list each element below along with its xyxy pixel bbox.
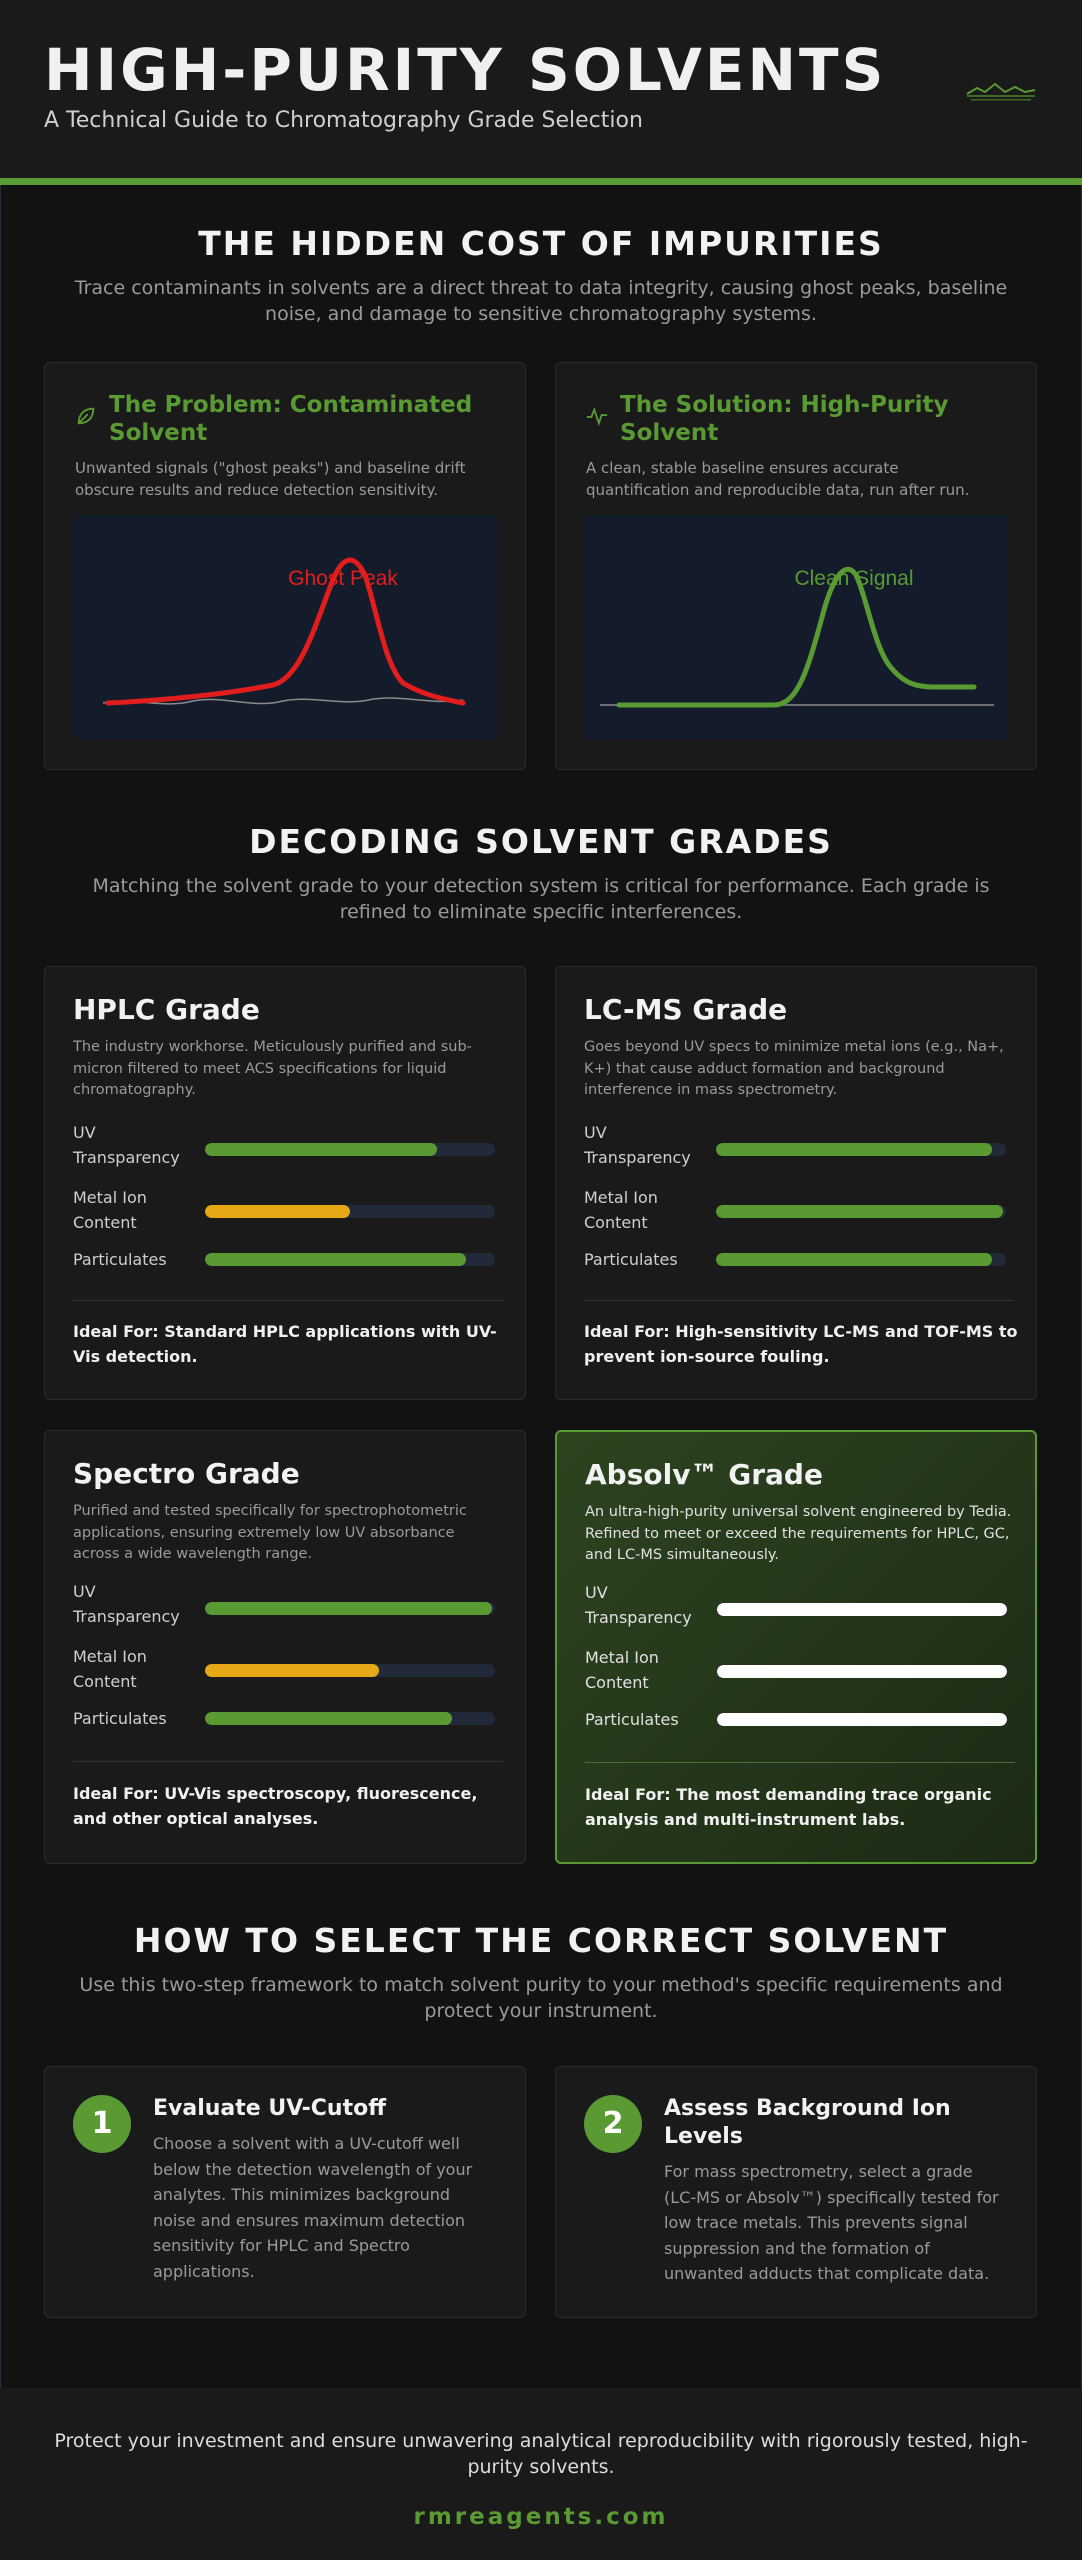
grade-title: Spectro Grade xyxy=(73,1457,300,1490)
header xyxy=(0,0,1082,178)
grade-ideal-for: Ideal For: UV-Vis spectroscopy, fluorescence, and other optical analyses. xyxy=(73,1784,478,1828)
footer xyxy=(0,2388,1082,2560)
metric-bar-uv-transparency xyxy=(205,1143,495,1156)
metric-bar-particulates xyxy=(716,1253,1006,1266)
grade-title: LC-MS Grade xyxy=(584,993,788,1026)
step-title: Evaluate UV-Cutoff xyxy=(153,2096,387,2121)
problem-title: The Problem: Contaminated Solvent xyxy=(109,392,473,446)
ghost-peak-curve xyxy=(108,560,463,703)
solution-card xyxy=(555,362,1037,770)
metric-bar-particulates xyxy=(717,1713,1007,1726)
page-title: HIGH-PURITY SOLVENTS xyxy=(44,36,887,104)
grade-card-hplc xyxy=(44,966,526,1400)
metric-bar-metal-ion-content xyxy=(205,1664,495,1677)
impurities-description: Trace contaminants in solvents are a direct threat to data integrity, causing ghost peaks, baseline noise, and damage to sensitive chromatography systems. xyxy=(74,277,1008,325)
grade-card-spectro xyxy=(44,1430,526,1864)
metric-bar-fill xyxy=(205,1143,437,1156)
grade-title: HPLC Grade xyxy=(73,993,260,1026)
header-divider xyxy=(0,178,1082,185)
footer-message: Protect your investment and ensure unwavering analytical reproducibility with rigorously tested, high-purity solvents. xyxy=(54,2430,1028,2478)
grade-ideal-for: Ideal For: High-sensitivity LC-MS and TOF-MS to prevent ion-source fouling. xyxy=(584,1322,1018,1366)
leaf-icon xyxy=(75,405,97,427)
problem-card xyxy=(44,362,526,770)
metric-bar-fill xyxy=(205,1253,466,1266)
metric-bar-fill xyxy=(205,1602,492,1615)
metric-bar-fill xyxy=(717,1713,1007,1726)
step-card-2 xyxy=(555,2066,1037,2318)
solution-chromatogram xyxy=(584,515,1008,739)
metric-bar-fill xyxy=(717,1665,1007,1678)
step-number-badge: 1 xyxy=(73,2095,131,2153)
metric-bar-particulates xyxy=(205,1253,495,1266)
metric-bar-fill xyxy=(716,1253,992,1266)
metric-bar-metal-ion-content xyxy=(717,1665,1007,1678)
grade-ideal-for: Ideal For: The most demanding trace organic analysis and multi-instrument labs. xyxy=(585,1785,992,1829)
page-subtitle: A Technical Guide to Chromatography Grade Selection xyxy=(44,108,643,133)
grade-divider xyxy=(73,1300,503,1301)
metric-bar-fill xyxy=(717,1603,1007,1616)
metric-label-metal-ion-content: Metal Ion Content xyxy=(73,1188,147,1232)
ghost-peak-label: Ghost Peak xyxy=(288,567,398,590)
grade-divider xyxy=(73,1761,503,1762)
grade-description: An ultra-high-purity universal solvent engineered by Tedia. Refined to meet or exceed the requirements for HPLC, GC, and LC-MS simultaneously. xyxy=(585,1504,1012,1563)
solution-title: The Solution: High-Purity Solvent xyxy=(620,392,949,446)
metric-bar-metal-ion-content xyxy=(205,1205,495,1218)
grade-description: Purified and tested specifically for spectrophotometric applications, ensuring extremely low UV absorbance across a wide wavelength range. xyxy=(73,1503,467,1562)
metric-label-metal-ion-content: Metal Ion Content xyxy=(73,1647,147,1691)
metric-bar-metal-ion-content xyxy=(716,1205,1006,1218)
problem-chromatogram xyxy=(73,515,497,739)
metric-bar-uv-transparency xyxy=(205,1602,495,1615)
step-description: For mass spectrometry, select a grade (LC-MS or Absolv™) specifically tested for low trace metals. This prevents signal suppression and the formation of unwanted adducts that complicate data. xyxy=(664,2162,999,2283)
grades-description: Matching the solvent grade to your detection system is critical for performance. Each grade is refined to eliminate specific interferences. xyxy=(92,875,990,923)
step-number-badge: 2 xyxy=(584,2095,642,2153)
metric-bar-fill xyxy=(716,1205,1003,1218)
problem-description: Unwanted signals ("ghost peaks") and baseline drift obscure results and reduce detection sensitivity. xyxy=(75,459,466,499)
grade-description: The industry workhorse. Meticulously purified and sub-micron filtered to meet ACS specifications for liquid chromatography. xyxy=(73,1039,472,1098)
metric-bar-fill xyxy=(716,1143,992,1156)
metric-label-metal-ion-content: Metal Ion Content xyxy=(585,1648,659,1692)
metric-bar-uv-transparency xyxy=(716,1143,1006,1156)
grades-title: DECODING SOLVENT GRADES xyxy=(249,822,833,861)
grade-ideal-for: Ideal For: Standard HPLC applications with UV-Vis detection. xyxy=(73,1322,497,1366)
step-title: Assess Background Ion Levels xyxy=(664,2096,951,2149)
clean-signal-label: Clean Signal xyxy=(794,567,914,590)
step-description: Choose a solvent with a UV-cutoff well below the detection wavelength of your analytes. This minimizes background noise and ensures maximum detection sensitivity for HPLC and Spectro applications. xyxy=(153,2134,473,2281)
metric-bar-uv-transparency xyxy=(717,1603,1007,1616)
step-card-1 xyxy=(44,2066,526,2318)
metric-label-particulates: Particulates xyxy=(73,1250,167,1269)
metric-label-particulates: Particulates xyxy=(585,1710,679,1729)
grade-card-lcms xyxy=(555,966,1037,1400)
grade-divider xyxy=(584,1300,1014,1301)
metric-label-uv-transparency: UV Transparency xyxy=(73,1123,180,1167)
impurities-title: THE HIDDEN COST OF IMPURITIES xyxy=(198,224,884,263)
metric-bar-fill xyxy=(205,1712,452,1725)
pulse-icon xyxy=(586,405,608,427)
footer-website-link[interactable]: rmreagents.com xyxy=(413,2504,669,2530)
grade-card-absolv xyxy=(555,1430,1037,1864)
grade-description: Goes beyond UV specs to minimize metal ions (e.g., Na+, K+) that cause adduct formation and background interference in mass spectrometry. xyxy=(584,1039,1004,1098)
selection-title: HOW TO SELECT THE CORRECT SOLVENT xyxy=(133,1921,949,1960)
metric-label-particulates: Particulates xyxy=(73,1709,167,1728)
metric-bar-particulates xyxy=(205,1712,495,1725)
metric-label-uv-transparency: UV Transparency xyxy=(584,1123,691,1167)
metric-label-particulates: Particulates xyxy=(584,1250,678,1269)
solution-description: A clean, stable baseline ensures accurate quantification and reproducible data, run after run. xyxy=(586,459,970,499)
metric-label-metal-ion-content: Metal Ion Content xyxy=(584,1188,658,1232)
grade-divider xyxy=(585,1762,1015,1763)
metric-label-uv-transparency: UV Transparency xyxy=(585,1583,692,1627)
brand-logo xyxy=(965,80,1037,102)
metric-bar-fill xyxy=(205,1205,350,1218)
metric-label-uv-transparency: UV Transparency xyxy=(73,1582,180,1626)
selection-description: Use this two-step framework to match solvent purity to your method's specific requirements and protect your instrument. xyxy=(79,1974,1003,2022)
metric-bar-fill xyxy=(205,1664,379,1677)
grade-title: Absolv™ Grade xyxy=(585,1458,823,1491)
